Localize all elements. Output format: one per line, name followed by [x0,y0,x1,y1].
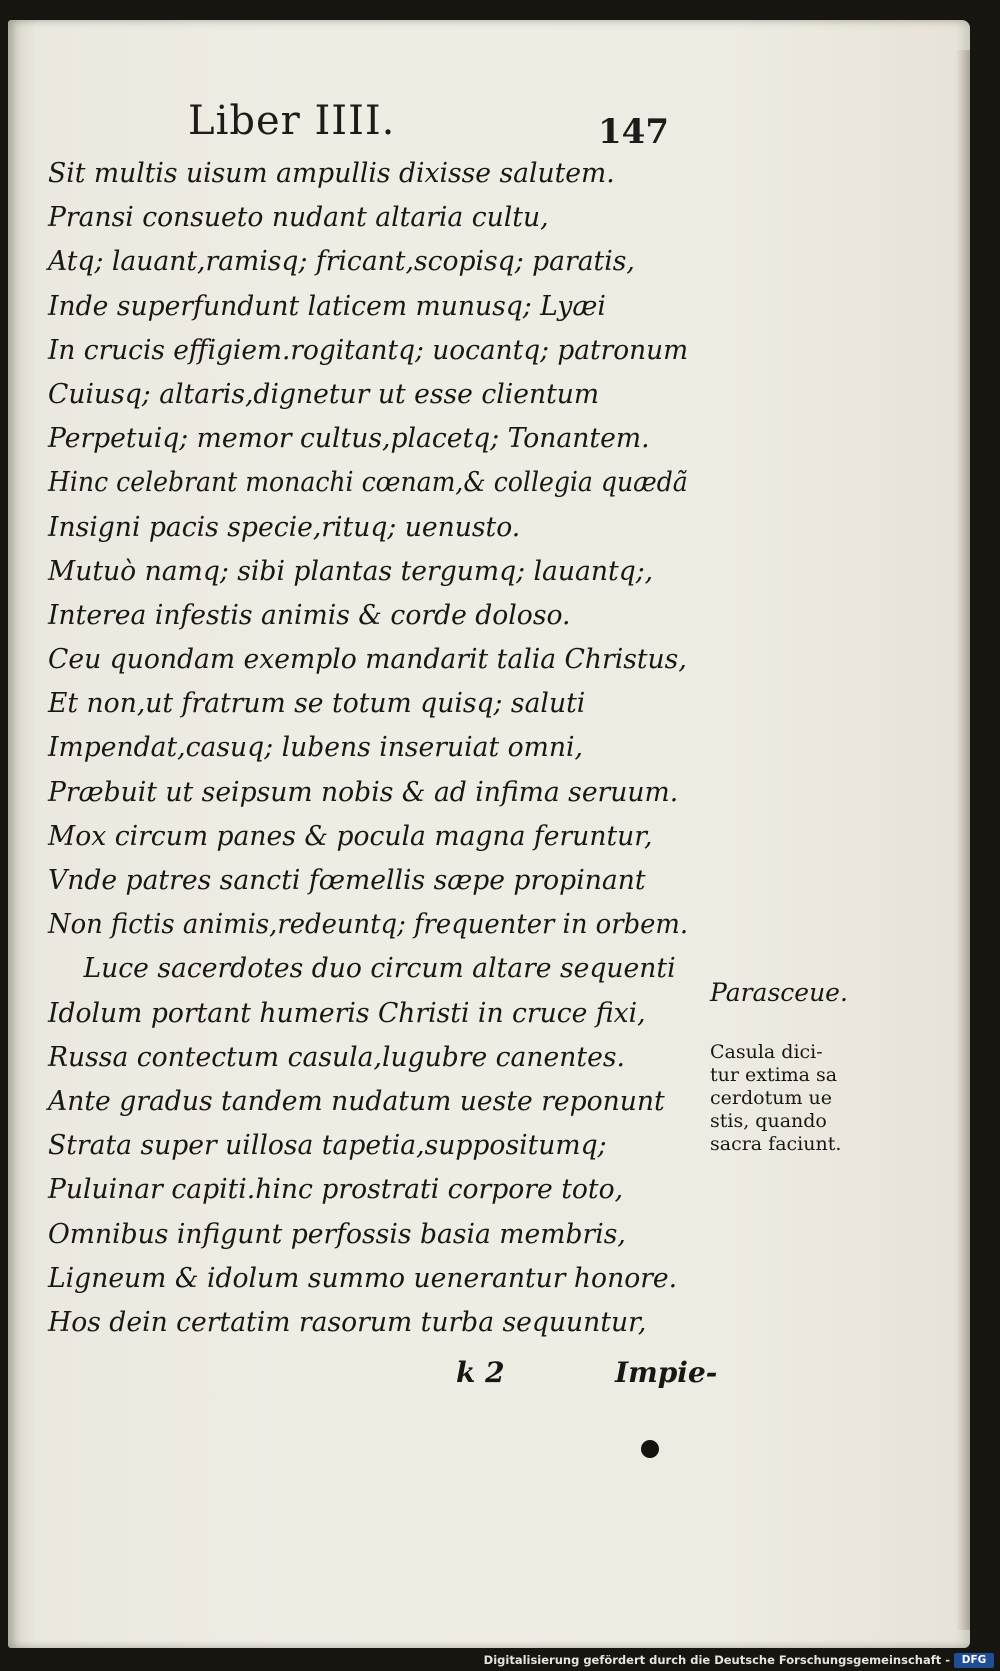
marginal-gloss-line: cerdotum ue [710,1087,832,1109]
verse-line: Non fictis animis,redeuntq; frequenter in orbem. [48,909,689,941]
marginal-gloss-line: Casula dici- [710,1041,823,1063]
funding-credit: Digitalisierung gefördert durch die Deutsche Forschungsgemeinschaft - [483,1653,950,1667]
verse-line: Ante gradus tandem nudatum ueste reponunt [48,1085,665,1117]
verse-line: Vnde patres sancti fœmellis sæpe propinant [48,865,646,896]
verse-line: Inde superfundunt laticem munusq; Lyæi [48,290,606,322]
dfg-logo: DFG [954,1653,994,1668]
verse-line: Omnibus infigunt perfossis basia membris, [48,1218,626,1250]
running-head: Liber IIII. [188,98,396,144]
marginal-gloss-line: sacra faciunt. [710,1133,842,1155]
verse-line: Ceu quondam exemplo mandarit talia Christus, [48,644,687,676]
verse-line: Cuiusq; altaris,dignetur ut esse clientum [48,378,600,410]
marginal-heading: Parasceue. [710,978,848,1007]
verse-line: Sit multis uisum ampullis dixisse salutem. [48,158,615,189]
page-edge-shadow [956,50,970,1630]
verse-line: Atq; lauant,ramisq; fricant,scopisq; paratis, [48,246,635,278]
verse-line: Mox circum panes & pocula magna feruntur, [48,820,653,852]
verse-line: Pransi consueto nudant altaria cultu, [48,202,549,234]
verse-line-indented: Luce sacerdotes duo circum altare sequenti [83,953,676,985]
verse-line: Perpetuiq; memor cultus,placetq; Tonantem. [48,423,650,455]
signature-mark: k 2 [456,1356,505,1389]
verse-line: In crucis effigiem.rogitantq; uocantq; patronum [48,334,689,366]
marginal-gloss-line: tur extima sa [710,1064,838,1086]
ink-spot [641,1440,659,1458]
marginal-gloss-line: stis, quando [710,1110,827,1132]
verse-line: Interea infestis animis & corde doloso. [48,599,571,631]
verse-line: Hos dein certatim rasorum turba sequuntur, [48,1306,647,1338]
folio-number: 147 [598,112,669,152]
verse-line: Et non,ut fratrum se totum quisq; saluti [48,688,586,720]
verse-line: Strata super uillosa tapetia,suppositumq; [48,1130,607,1162]
marginal-gloss [710,1041,880,1156]
verse-line: Mutuò namq; sibi plantas tergumq; lauantq;, [48,555,654,587]
verse-line: Ligneum & idolum summo uenerantur honore. [48,1262,678,1294]
catchword: Impie- [615,1356,718,1389]
verse-line: Puluinar capiti.hinc prostrati corpore toto, [48,1174,624,1206]
verse-block [48,152,698,1345]
verse-line: Hinc celebrant monachi cœnam,& collegia quædã [48,467,688,499]
verse-line: Russa contectum casula,lugubre canentes. [48,1041,625,1073]
verse-line: Præbuit ut seipsum nobis & ad infima seruum. [48,776,679,808]
marginal-note [710,978,880,1156]
verse-line: Impendat,casuq; lubens inseruiat omni, [48,732,583,764]
verse-line: Idolum portant humeris Christi in cruce fixi, [48,997,646,1029]
verse-line: Insigni pacis specie,rituq; uenusto. [48,511,521,543]
